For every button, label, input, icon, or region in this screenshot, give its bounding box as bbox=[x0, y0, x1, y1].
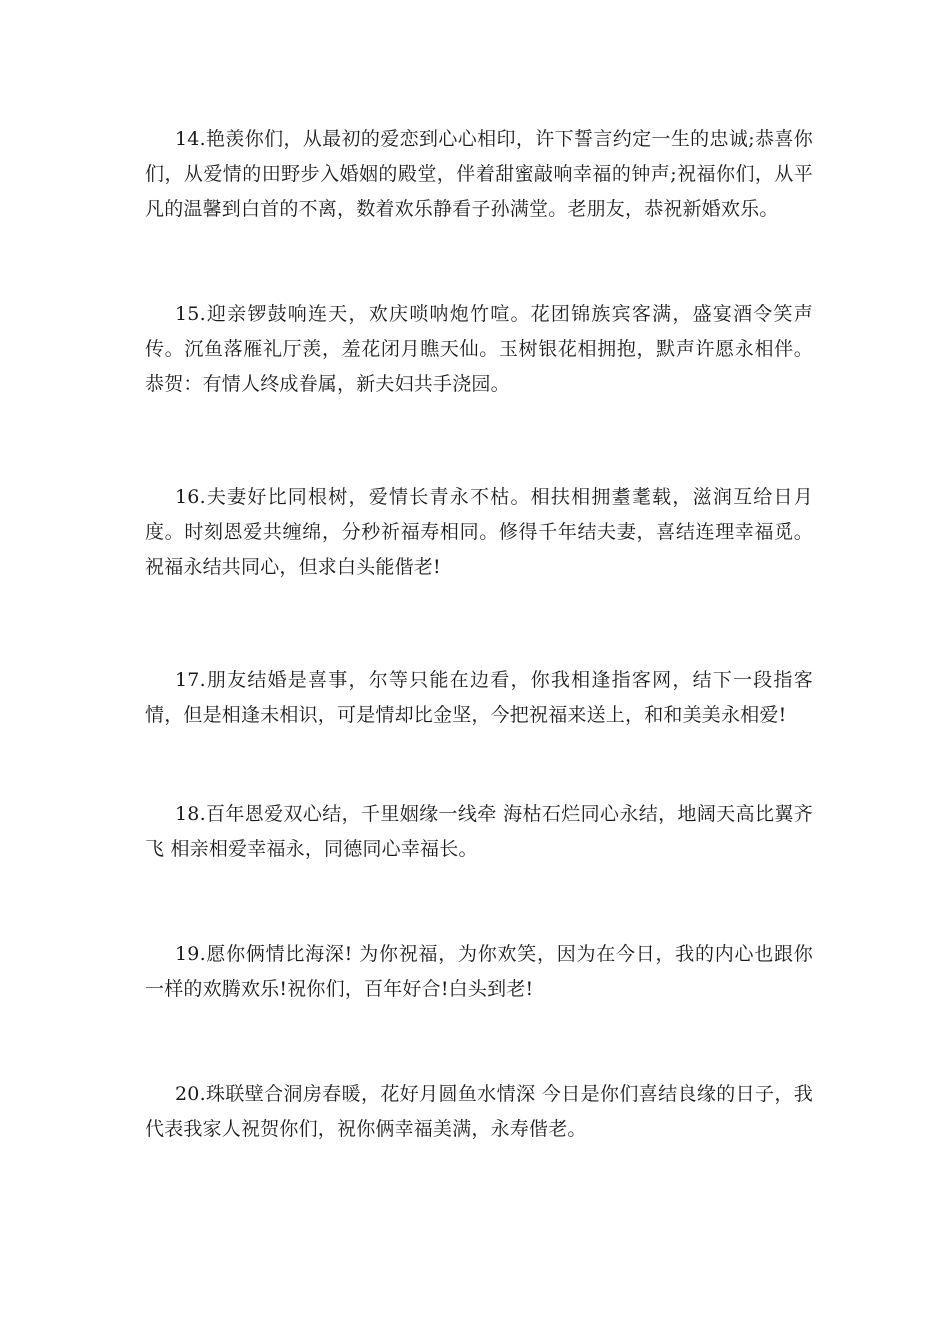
paragraph-16: 16.夫妻好比同根树，爱情长青永不枯。相扶相拥耋耄载，滋润互给日月度。时刻恩爱共缠绵，分秒祈福寿相同。修得千年结夫妻，喜结连理幸福觅。祝福永结共同心，但求白头能偕老! bbox=[145, 486, 813, 578]
paragraph-15: 15.迎亲锣鼓响连天，欢庆唢呐炮竹喧。花团锦族宾客满，盛宴酒令笑声传。沉鱼落雁礼厅羡，羞花闭月瞧天仙。玉树银花相拥抱，默声许愿永相伴。恭贺：有情人终成眷属，新夫妇共手浇园。 bbox=[145, 303, 813, 395]
paragraph-20: 20.珠联壁合洞房春暖，花好月圆鱼水情深 今日是你们喜结良缘的日子，我代表我家人祝贺你们，祝你俩幸福美满，永寿偕老。 bbox=[145, 1083, 813, 1140]
paragraph-17: 17.朋友结婚是喜事，尔等只能在边看，你我相逢指客网，结下一段指客情，但是相逢未相识，可是情却比金坚，今把祝福来送上，和和美美永相爱! bbox=[145, 669, 813, 726]
paragraph-19: 19.愿你俩情比海深! 为你祝福，为你欢笑，因为在今日，我的内心也跟你一样的欢腾欢乐!祝你们，百年好合!白头到老! bbox=[145, 943, 813, 1000]
paragraph-18: 18.百年恩爱双心结，千里姻缘一线牵 海枯石烂同心永结，地阔天高比翼齐飞 相亲相爱幸福永，同德同心幸福长。 bbox=[145, 803, 813, 860]
paragraph-14: 14.艳羡你们，从最初的爱恋到心心相印，许下誓言约定一生的忠诚;恭喜你们，从爱情的田野步入婚姻的殿堂，伴着甜蜜敲响幸福的钟声;祝福你们，从平凡的温馨到白首的不离，数着欢乐静看子孙满堂。老朋友，恭祝新婚欢乐。 bbox=[145, 128, 813, 220]
